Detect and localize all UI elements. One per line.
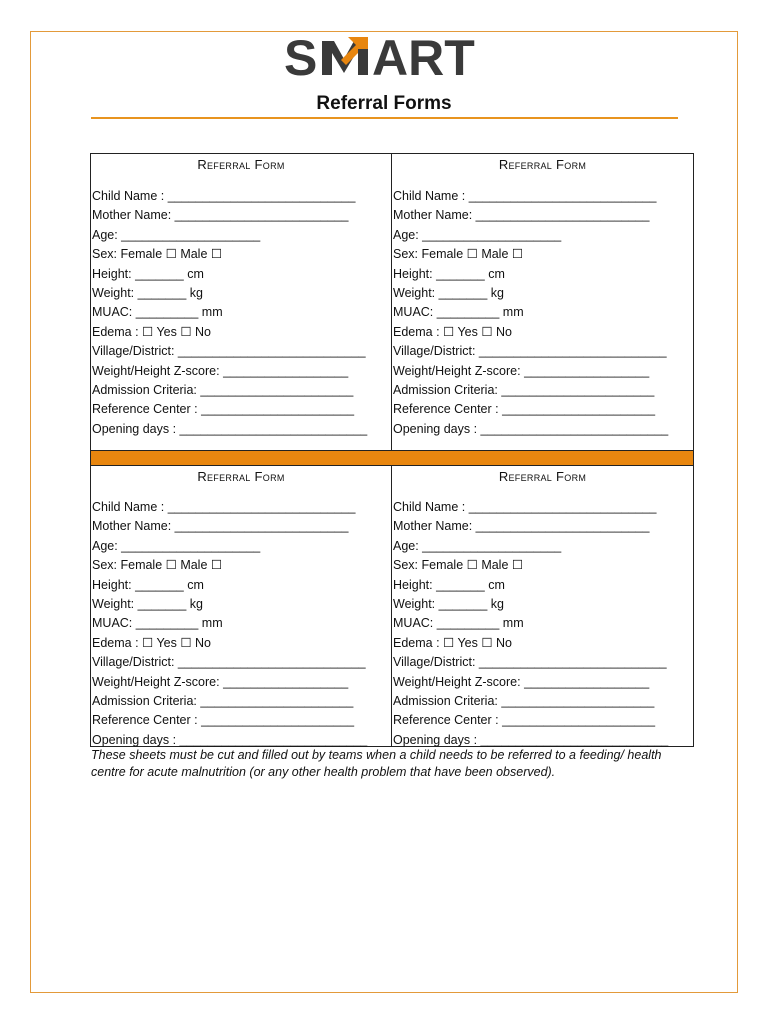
- field-age: Age: ____________________: [92, 227, 261, 242]
- field-edema: Edema : ☐ Yes ☐ No: [393, 635, 513, 650]
- field-child-name: Child Name : ___________________________: [92, 189, 356, 203]
- field-age: Age: ____________________: [393, 538, 562, 553]
- field-village-district: Village/District: ___________________________: [393, 344, 667, 359]
- field-muac: MUAC: _________ mm: [92, 305, 223, 320]
- field-edema: Edema : ☐ Yes ☐ No: [92, 324, 212, 339]
- logo-text-left: S: [284, 33, 318, 81]
- field-weight: Weight: _______ kg: [393, 597, 504, 612]
- field-child-name: Child Name : ___________________________: [92, 500, 356, 514]
- field-weight-height-zscore: Weight/Height Z-score: __________________: [393, 363, 650, 378]
- smart-logo-graphic: [284, 33, 484, 81]
- field-reference-center: Reference Center : ______________________: [92, 713, 355, 728]
- field-opening-days: Opening days : ___________________________: [92, 732, 368, 747]
- field-age: Age: ____________________: [393, 227, 562, 242]
- field-admission-criteria: Admission Criteria: ______________________: [92, 694, 354, 709]
- field-child-name: Child Name : ___________________________: [393, 189, 657, 203]
- field-sex: Sex: Female ☐ Male ☐: [92, 558, 223, 573]
- field-height: Height: _______ cm: [92, 266, 204, 281]
- cut-separator-band: [91, 450, 693, 466]
- field-reference-center: Reference Center : ______________________: [92, 402, 355, 417]
- referral-forms-grid: [90, 153, 694, 747]
- field-reference-center: Reference Center : ______________________: [393, 713, 656, 728]
- form-heading: Referral Form: [197, 469, 285, 484]
- field-muac: MUAC: _________ mm: [393, 616, 524, 631]
- page-title: Referral Forms: [316, 93, 452, 114]
- field-admission-criteria: Admission Criteria: ______________________: [393, 383, 655, 398]
- field-sex: Sex: Female ☐ Male ☐: [92, 247, 223, 262]
- field-admission-criteria: Admission Criteria: ______________________: [92, 383, 354, 398]
- form-field-list: [91, 187, 391, 439]
- logo-m-arrow-icon: [322, 37, 368, 75]
- title-divider: [91, 117, 678, 119]
- instructions-note: These sheets must be cut and filled out by teams when a child needs to be referred to a feeding/ health centre for acute malnutrition (or any other health problem that have been observed).: [91, 748, 662, 779]
- field-height: Height: _______ cm: [393, 266, 505, 281]
- smart-logo: [0, 33, 768, 81]
- field-weight-height-zscore: Weight/Height Z-score: __________________: [393, 674, 650, 689]
- form-heading: Referral Form: [498, 469, 587, 484]
- field-reference-center: Reference Center : ______________________: [393, 402, 656, 417]
- field-weight: Weight: _______ kg: [92, 286, 203, 301]
- field-village-district: Village/District: ___________________________: [92, 655, 366, 670]
- logo-text-right: ART: [372, 33, 475, 81]
- field-opening-days: Opening days : ___________________________: [393, 421, 669, 436]
- referral-form-top-left: [91, 154, 392, 450]
- field-height: Height: _______ cm: [92, 577, 204, 592]
- field-mother-name: Mother Name: _________________________: [92, 208, 349, 223]
- field-weight: Weight: _______ kg: [393, 286, 504, 301]
- field-weight-height-zscore: Weight/Height Z-score: __________________: [92, 363, 349, 378]
- field-muac: MUAC: _________ mm: [393, 305, 524, 320]
- field-mother-name: Mother Name: _________________________: [393, 519, 650, 534]
- field-mother-name: Mother Name: _________________________: [92, 519, 349, 534]
- form-field-list: [392, 498, 693, 750]
- field-muac: MUAC: _________ mm: [92, 616, 223, 631]
- field-weight: Weight: _______ kg: [92, 597, 203, 612]
- field-sex: Sex: Female ☐ Male ☐: [393, 247, 524, 262]
- referral-form-top-right: [392, 154, 693, 450]
- field-height: Height: _______ cm: [393, 577, 505, 592]
- referral-form-bottom-right: [392, 466, 693, 746]
- field-sex: Sex: Female ☐ Male ☐: [393, 558, 524, 573]
- field-village-district: Village/District: ___________________________: [92, 344, 366, 359]
- field-edema: Edema : ☐ Yes ☐ No: [393, 324, 513, 339]
- field-edema: Edema : ☐ Yes ☐ No: [92, 635, 212, 650]
- form-heading: Referral Form: [197, 157, 285, 172]
- field-mother-name: Mother Name: _________________________: [393, 208, 650, 223]
- form-field-list: [91, 498, 391, 750]
- field-age: Age: ____________________: [92, 538, 261, 553]
- referral-form-bottom-left: [91, 466, 392, 746]
- field-village-district: Village/District: ___________________________: [393, 655, 667, 670]
- field-child-name: Child Name : ___________________________: [393, 500, 657, 514]
- form-field-list: [392, 187, 693, 439]
- field-opening-days: Opening days : ___________________________: [393, 732, 669, 747]
- form-heading: Referral Form: [498, 157, 587, 172]
- field-admission-criteria: Admission Criteria: ______________________: [393, 694, 655, 709]
- field-opening-days: Opening days : ___________________________: [92, 421, 368, 436]
- field-weight-height-zscore: Weight/Height Z-score: __________________: [92, 674, 349, 689]
